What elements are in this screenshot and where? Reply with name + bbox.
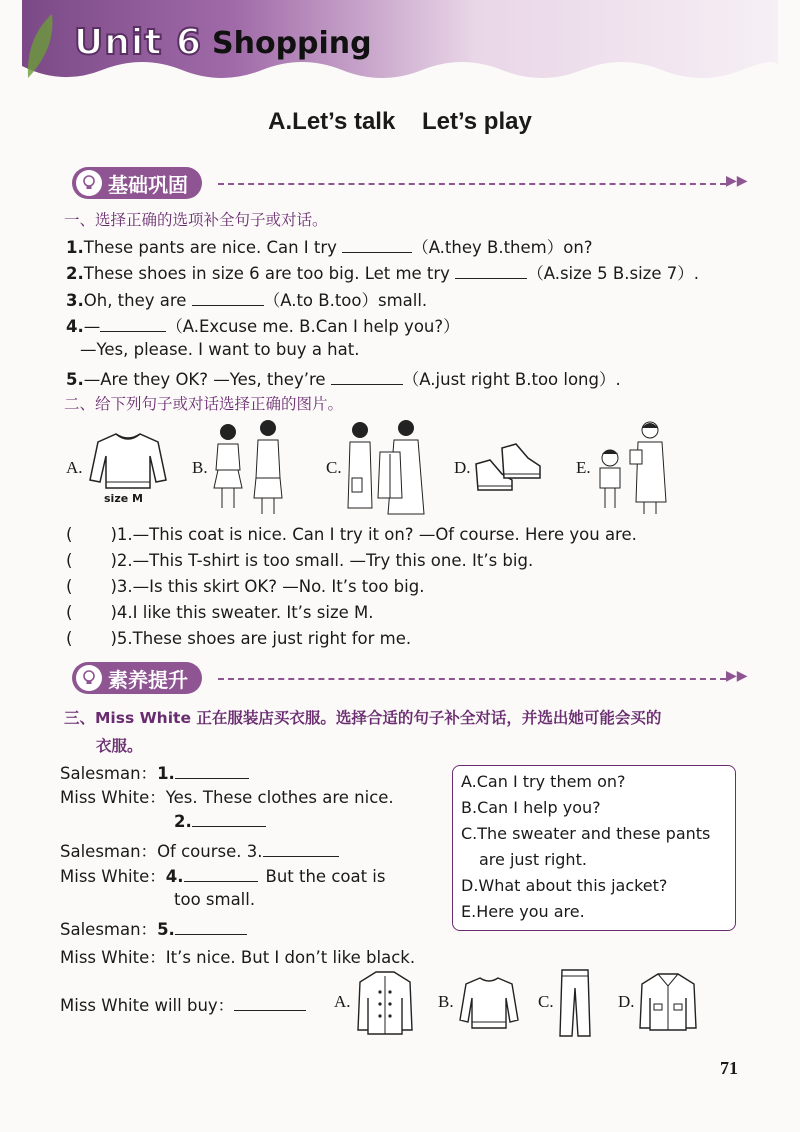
answer-blank[interactable]	[455, 277, 527, 279]
unit-label: Unit 6	[74, 22, 202, 63]
list-item: 1.These pants are nice. Can I try （A.they B.them）on?	[66, 238, 593, 257]
dialogue-line: Miss White：Yes. These clothes are nice.	[60, 788, 394, 807]
picture-letter-d: D.	[454, 458, 471, 477]
sweater-picture	[88, 430, 168, 492]
list-item: ( )4.I like this sweater. It’s size M.	[66, 603, 374, 622]
list-item: 3.Oh, they are （A.to B.too）small.	[66, 291, 428, 310]
jacket-picture	[638, 970, 698, 1034]
picture-letter-e: E.	[576, 458, 591, 477]
list-item: ( )3.—Is this skirt OK? —No. It’s too big.	[66, 577, 425, 596]
option-c-cont: are just right.	[479, 850, 587, 869]
option-e: E.Here you are.	[461, 902, 585, 921]
section-tag-label: 基础巩固	[108, 172, 188, 197]
dialogue-line: Miss White：4. But the coat is	[60, 867, 386, 886]
buy-question: Miss White will buy：	[60, 992, 306, 1016]
options-box	[452, 765, 736, 931]
boy-woman-picture	[594, 418, 670, 518]
dialogue-line: 2.	[174, 812, 266, 831]
girls-tshirt-picture	[210, 418, 290, 518]
lightbulb-icon	[76, 665, 102, 691]
clothes-letter-c: C.	[538, 992, 554, 1011]
clothes-letter-b: B.	[438, 992, 454, 1011]
option-b: B.Can I help you?	[461, 798, 601, 817]
section-tag-label: 素养提升	[108, 667, 188, 692]
clothes-letter-a: A.	[334, 992, 351, 1011]
answer-blank[interactable]	[192, 825, 266, 827]
sneakers-picture	[472, 434, 544, 500]
part2-heading: 二、给下列句子或对话选择正确的图片。	[64, 395, 344, 413]
picture-letter-c: C.	[326, 458, 342, 477]
women-coat-picture	[344, 418, 430, 518]
dialogue-line: Miss White：It’s nice. But I don’t like black.	[60, 948, 416, 967]
coat-picture	[356, 968, 414, 1038]
section-divider	[218, 678, 726, 680]
section-tag-basic	[72, 167, 202, 199]
answer-blank[interactable]	[175, 777, 249, 779]
answer-blank[interactable]	[100, 330, 166, 332]
page-number: 71	[720, 1058, 738, 1078]
picture-letter-b: B.	[192, 458, 208, 477]
part3-heading-cont: 衣服。	[96, 737, 143, 755]
answer-blank[interactable]	[234, 1009, 306, 1011]
part1-heading: 一、选择正确的选项补全句子或对话。	[64, 211, 328, 229]
list-item: ( )2.—This T-shirt is too small. —Try this one. It’s big.	[66, 551, 534, 570]
leaf-decoration-icon	[22, 8, 62, 88]
answer-blank[interactable]	[175, 933, 247, 935]
lightbulb-icon	[76, 170, 102, 196]
picture-letter-a: A.	[66, 458, 83, 477]
dialogue-line: Salesman：Of course. 3.	[60, 838, 339, 862]
answer-blank[interactable]	[342, 251, 412, 253]
dialogue-line: Salesman：5.	[60, 916, 247, 940]
option-c: C.The sweater and these pants	[461, 824, 711, 843]
list-item: ( )1.—This coat is nice. Can I try it on? —Of course. Here you are.	[66, 525, 637, 544]
list-item: 4.— （A.Excuse me. B.Can I help you?）	[66, 317, 460, 336]
answer-blank[interactable]	[184, 880, 258, 882]
section-tag-advanced	[72, 662, 202, 694]
list-item: 5.—Are they OK? —Yes, they’re （A.just right B.too long）.	[66, 370, 621, 389]
list-item: ( )5.These shoes are just right for me.	[66, 629, 412, 648]
section-divider	[218, 183, 726, 185]
dialogue-line: too small.	[174, 890, 256, 909]
answer-blank[interactable]	[331, 383, 403, 385]
part3-heading: 三、Miss White 正在服装店买衣服。选择合适的句子补全对话，并选出她可能会买的	[64, 709, 662, 727]
option-d: D.What about this jacket?	[461, 876, 668, 895]
answer-blank[interactable]	[192, 304, 264, 306]
option-a: A.Can I try them on?	[461, 772, 626, 791]
double-arrow-icon: ▶▶	[726, 668, 748, 684]
pants-picture	[558, 968, 592, 1038]
sweater-picture	[458, 974, 520, 1032]
page-subtitle: A.Let’s talk Let’s play	[268, 108, 532, 135]
unit-title: Shopping	[212, 26, 372, 61]
list-item: 2.These shoes in size 6 are too big. Let me try （A.size 5 B.size 7）.	[66, 264, 699, 283]
unit-banner	[22, 0, 778, 98]
dialogue-line: Salesman：1.	[60, 760, 249, 784]
double-arrow-icon: ▶▶	[726, 173, 748, 189]
clothes-letter-d: D.	[618, 992, 635, 1011]
size-caption: size M	[104, 492, 143, 505]
answer-blank[interactable]	[263, 855, 339, 857]
list-item: —Yes, please. I want to buy a hat.	[80, 340, 360, 359]
